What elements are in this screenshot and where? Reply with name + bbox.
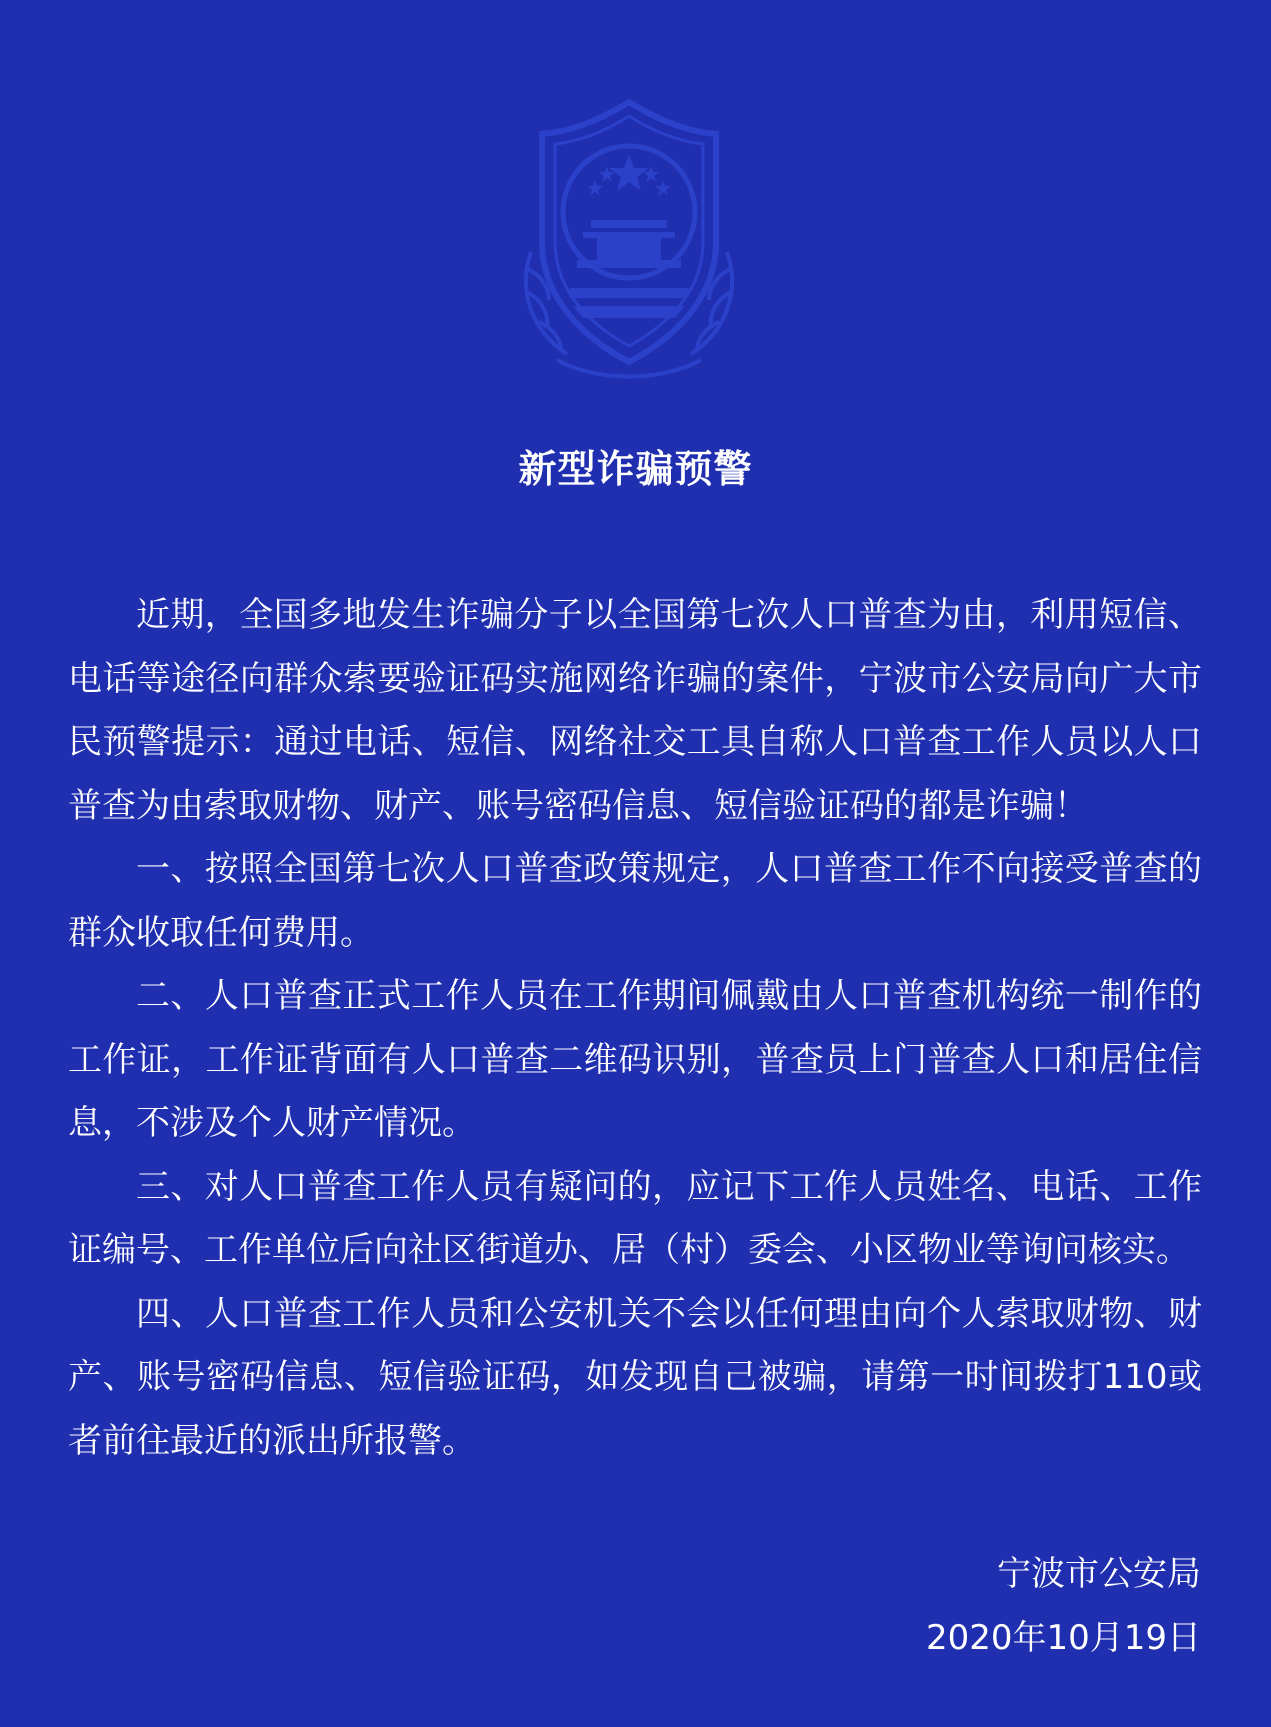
paragraph-point-3: 三、对人口普查工作人员有疑问的，应记下工作人员姓名、电话、工作证编号、工作单位后向社区街道办、居（村）委会、小区物业等询问核实。: [68, 1166, 1202, 1270]
police-emblem-icon: [487, 92, 771, 392]
signature-block: [926, 1542, 1201, 1670]
paragraph-point-2: 二、人口普查正式工作人员在工作期间佩戴由人口普查机构统一制作的工作证，工作证背面有人口普查二维码识别，普查员上门普查人口和居住信息，不涉及个人财产情况。: [68, 976, 1202, 1143]
paragraph-point-1: 一、按照全国第七次人口普查政策规定，人口普查工作不向接受普查的群众收取任何费用。: [68, 849, 1202, 953]
paragraph-intro: 近期，全国多地发生诈骗分子以全国第七次人口普查为由，利用短信、电话等途径向群众索要验证码实施网络诈骗的案件，宁波市公安局向广大市民预警提示：通过电话、短信、网络社交工具自称人口普查工作人员以人口普查为由索取财物、财产、账号密码信息、短信验证码的都是诈骗！: [68, 595, 1202, 826]
page-title: 新型诈骗预警: [518, 447, 753, 491]
signature-organization: 宁波市公安局: [997, 1554, 1201, 1594]
paragraph-point-4: 四、人口普查工作人员和公安机关不会以任何理由向个人索取财物、财产、账号密码信息、短信验证码，如发现自己被骗，请第一时间拨打110或者前往最近的派出所报警。: [68, 1293, 1202, 1461]
signature-date: 2020年10月19日: [925, 1618, 1201, 1658]
notice-body: [68, 584, 1202, 1473]
